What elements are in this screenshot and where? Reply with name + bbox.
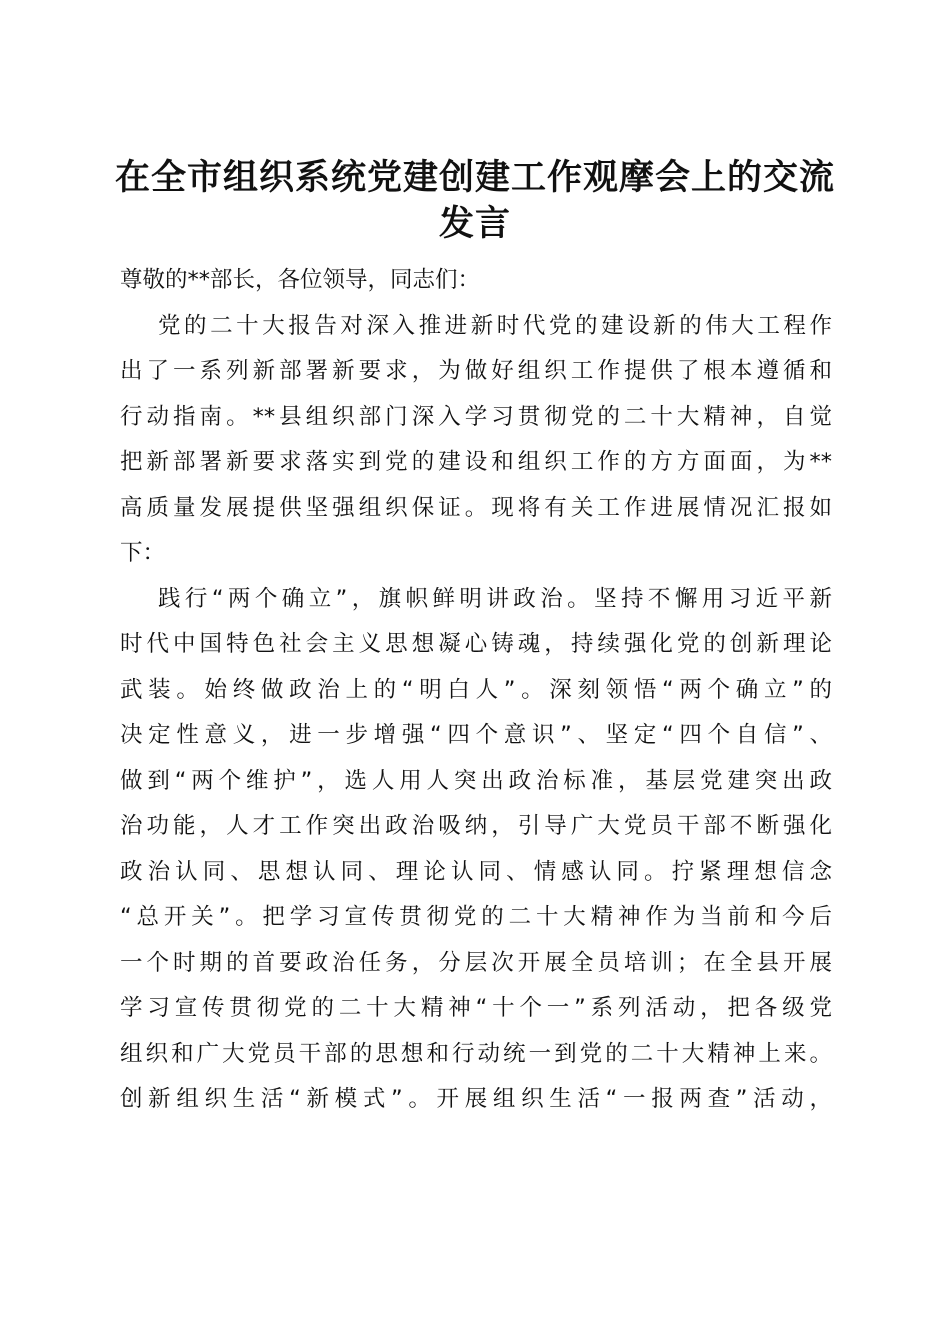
paragraph-political-section	[120, 577, 832, 1123]
title-line-1: 在全市组织系统党建创建工作观摩会上的交流	[114, 157, 835, 199]
paragraph-line: 武装。始终做政治上的“明白人”。深刻领悟“两个确立”的	[120, 676, 832, 703]
salutation: 尊敬的**部长，各位领导，同志们：	[120, 267, 481, 293]
paragraph-line: 践行“两个确立”，旗帜鲜明讲政治。坚持不懈用习近平新	[158, 585, 832, 612]
paragraph-line: 行动指南。**县组织部门深入学习贯彻党的二十大精神，自觉	[120, 403, 832, 430]
title-line-2: 发言	[438, 203, 511, 245]
paragraph-line: 下：	[120, 540, 166, 566]
paragraph-line: 把新部署新要求落实到党的建设和组织工作的方方面面，为**	[120, 449, 832, 475]
document-body	[120, 258, 832, 1123]
paragraph-line: 出了一系列新部署新要求，为做好组织工作提供了根本遵循和	[120, 358, 832, 384]
document-title	[110, 155, 840, 247]
paragraph-line: “总开关”。把学习宣传贯彻党的二十大精神作为当前和今后	[120, 904, 832, 930]
paragraph-line: 治功能，人才工作突出政治吸纳，引导广大党员干部不断强化	[120, 813, 832, 839]
paragraph-introduction	[120, 304, 832, 577]
paragraph-line: 学习宣传贯彻党的二十大精神“十个一”系列活动，把各级党	[120, 995, 832, 1021]
paragraph-line: 政治认同、思想认同、理论认同、情感认同。拧紧理想信念	[120, 858, 832, 885]
paragraph-line: 做到“两个维护”，选人用人突出政治标准，基层党建突出政	[120, 767, 832, 794]
paragraph-line: 创新组织生活“新模式”。开展组织生活“一报两查”活动，	[120, 1086, 832, 1112]
paragraph-line: 党的二十大报告对深入推进新时代党的建设新的伟大工程作	[158, 312, 832, 339]
paragraph-line: 决定性意义，进一步增强“四个意识”、坚定“四个自信”、	[120, 722, 832, 748]
paragraph-line: 时代中国特色社会主义思想凝心铸魂，持续强化党的创新理论	[120, 631, 832, 657]
paragraph-line: 一个时期的首要政治任务，分层次开展全员培训；在全县开展	[120, 949, 832, 976]
paragraph-line: 组织和广大党员干部的思想和行动统一到党的二十大精神上来。	[120, 1040, 832, 1067]
paragraph-line: 高质量发展提供坚强组织保证。现将有关工作进展情况汇报如	[120, 494, 832, 521]
